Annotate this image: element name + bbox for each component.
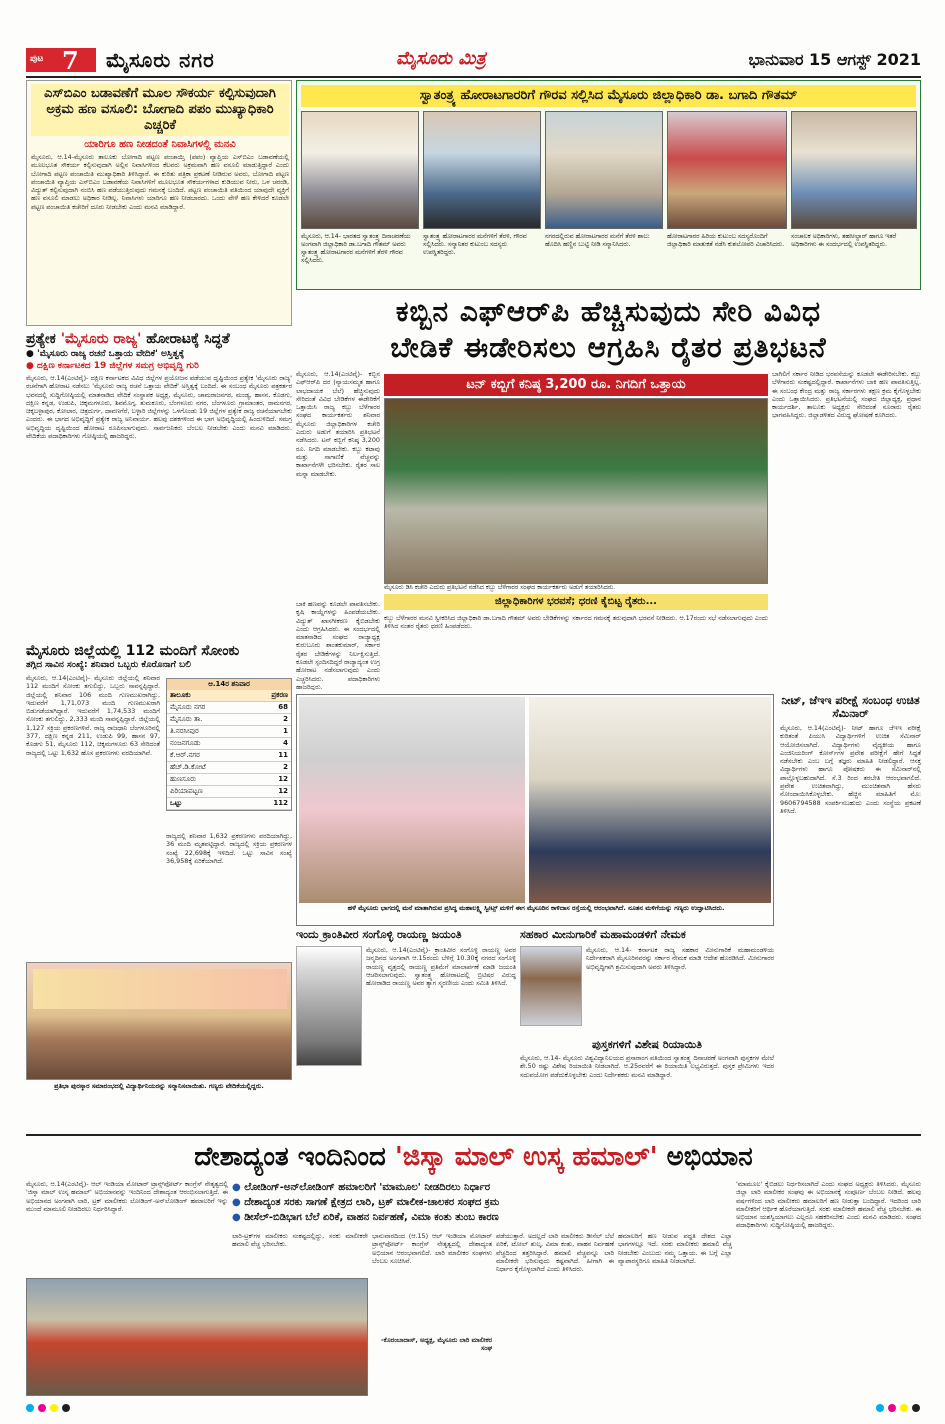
portrait-photo [520, 946, 582, 1026]
story-body: ಮೈಸೂರು, ಆ.14- ಮೈಸೂರು ವಿಶ್ವವಿದ್ಯಾನಿಲಯದ ಪ್ರಸಾರಾಂಗ ವತಿಯಿಂದ ಸ್ವಾತಂತ್ರ್ಯ ದಿನಾಚರಣೆ ಅಂಗವಾಗಿ ಪುಸ್ತಕಗಳ ಮೇಲೆ ಶೇ.50 ರಷ್ಟು ವಿಶೇಷ ರಿಯಾಯಿತಿ ನೀಡಲಾಗಿದೆ. ಆ.25ರವರೆಗೆ ಈ ರಿಯಾಯಿತಿ ಲಭ್ಯವಿರುತ್ತದೆ. ಪುಸ್ತಕ ಪ್ರೇಮಿಗಳು ಇದರ ಸದುಪಯೋಗ ಪಡೆದುಕೊಳ್ಳಬೇಕು ಎಂದು ನಿರ್ದೇಶಕರು ಮನವಿ ಮಾಡಿದ್ದಾರೆ. [520, 1054, 774, 1079]
table-row [167, 702, 291, 714]
taluk-name: ಹುಣಸೂರು [167, 774, 247, 786]
page-label: ಪುಟ [30, 54, 44, 64]
case-count: 4 [247, 738, 291, 750]
registration-dot [912, 1404, 920, 1412]
table-row [167, 774, 291, 786]
story-bullet: ● ಡೀಸೆಲ್-ಬಿಡಿಭಾಗ ಬೆಲೆ ಏರಿಕೆ, ವಾಹನ ನಿರ್ವಹಣೆ, ವಿಮಾ ಕಂತು ತುಂಬ ಕಾರಣ [232, 1212, 499, 1223]
registration-dot [50, 1404, 58, 1412]
registration-dot [900, 1404, 908, 1412]
section-name: ಮೈಸೂರು ನಗರ [106, 48, 215, 72]
headline-part: ಅಭಿಯಾನ [666, 1142, 753, 1172]
taluk-name: ಹೆಚ್.ಡಿ.ಕೋಟೆ [167, 762, 247, 774]
page-header [26, 46, 921, 74]
case-count: 68 [247, 702, 291, 714]
strip-headline: ಸ್ವಾತಂತ್ರ್ಯ ಹೋರಾಟಗಾರರಿಗೆ ಗೌರವ ಸಲ್ಲಿಸಿದ ಮೈಸೂರು ಜಿಲ್ಲಾಧಿಕಾರಿ ಡಾ. ಬಗಾದಿ ಗೌತಮ್ [301, 85, 916, 107]
story-headline: ಪುಸ್ತಕಗಳಿಗೆ ವಿಶೇಷ ರಿಯಾಯಿತಿ [591, 1038, 702, 1051]
taluk-name: ಪಿರಿಯಾಪಟ್ಟಣ [167, 786, 247, 798]
story-body: ಮೈಸೂರು, ಆ.14-ಮೈಸೂರು ತಾಲೂಕು ಬೋಗಾದಿ ಪಟ್ಟಣ ಪಂಚಾಯ್ತಿ (ಪಪಂ) ವ್ಯಾಪ್ತಿಯ ಎಸ್‌ಬಿಎಂ ಬಡಾವಣೆಯಲ್ಲಿ ಮೂಲಭೂತ ಸೌಕರ್ಯ ಕಲ್ಪಿಸುವುದಾಗಿ ಅಲ್ಲಿನ ನಿವಾಸಿಗಳಿಂದ ಕೆಲವರು ಅಕ್ರಮವಾಗಿ ಹಣ ವಸೂಲಿ ಮಾಡುತ್ತಿದ್ದಾರೆ ಎಂದು ಬೋಗಾದಿ ಪಟ್ಟಣ ಪಂಚಾಯಿತಿ ಮುಖ್ಯಾಧಿಕಾರಿ ತಿಳಿಸಿದ್ದಾರೆ. ಈ ಕುರಿತು ಪತ್ರಿಕಾ ಪ್ರಕಟಣೆ ನೀಡಿರುವ ಅವರು, ಬೋಗಾದಿ ಪಟ್ಟಣ ಪಂಚಾಯಿತಿ ವ್ಯಾಪ್ತಿಯ ಎಸ್‌ಬಿಎಂ ಬಡಾವಣೆಯ ನಿವಾಸಿಗಳಿಗೆ ಮೂಲಭೂತ ಸೌಕರ್ಯಗಳಾದ ಕುಡಿಯುವ ನೀರು, ಒಳ ಚರಂಡಿ, ವಿದ್ಯುತ್ ಕಲ್ಪಿಸುವುದಾಗಿ ನಂಬಿಸಿ ಹಣ ಪಡೆಯುತ್ತಿರುವುದು ಗಮನಕ್ಕೆ ಬಂದಿದೆ. ಪಟ್ಟಣ ಪಂಚಾಯಿತಿ ವತಿಯಿಂದ ಯಾವುದೇ ವ್ಯಕ್ತಿಗೆ ಹಣ ವಸೂಲಿ ಮಾಡಲು ಅಧಿಕಾರ ನೀಡಿಲ್ಲ. ನಿವಾಸಿಗಳು ಯಾರಿಗೂ ಹಣ ನೀಡಬಾರದು. ಒಂದು ವೇಳೆ ಹಣ ಕೇಳಿದರೆ ಕೂಡಲೇ ಪಟ್ಟಣ ಪಂಚಾಯಿತಿ ಕಚೇರಿಗೆ ದೂರು ನೀಡಬೇಕು ಎಂದು ಮನವಿ ಮಾಡಿದ್ದಾರೆ. [31, 153, 289, 211]
story-mysuru-rajya [26, 330, 292, 640]
story-subhead: ಟನ್ ಕಬ್ಬಿಗೆ ಕನಿಷ್ಠ 3,200 ರೂ. ನಿಗದಿಗೆ ಒತ್ತಾಯ [384, 374, 768, 396]
photo-caption: ಮೈಸೂರು, ಆ.14- ಭಾರತದ ಸ್ವಾತಂತ್ರ್ಯ ದಿನಾಚರಣೆಯ ಅಂಗವಾಗಿ ಜಿಲ್ಲಾಧಿಕಾರಿ ಡಾ.ಬಗಾದಿ ಗೌತಮ್ ಅವರು ಸ್ವಾತಂತ್ರ್ಯ ಹೋರಾಟಗಾರರ ಮನೆಗಳಿಗೆ ತೆರಳಿ ಗೌರವ ಸಲ್ಲಿಸಿದರು. [301, 233, 411, 264]
header-rule [26, 76, 921, 78]
table-title: ಆ.14ರ ಶನಿವಾರ [167, 679, 291, 690]
taluk-name: ಮೈಸೂರು ನಗರ [167, 702, 247, 714]
taluk-name: ತಿ.ನರಸೀಪುರ [167, 726, 247, 738]
storefront-photo [299, 697, 525, 903]
story-subhead: ತಗ್ಗಿದ ಸಾವಿನ ಸಂಖ್ಯೆ: ಶನಿವಾರ ಒಬ್ಬರು ಕೊರೊನಾಗೆ ಬಲಿ [26, 660, 191, 670]
case-count: 2 [247, 762, 291, 774]
table-row [167, 786, 291, 798]
table-header-row [167, 690, 291, 702]
photo-caption: ಹೋರಾಟಗಾರರ ಹಿರಿಯ ಕುಟುಂಬ ಸದಸ್ಯರೊಂದಿಗೆ ಜಿಲ್ಲಾಧಿಕಾರಿ ಮಾತುಕತೆ ನಡೆಸಿ ಕುಶಲೋಪರಿ ವಿಚಾರಿಸಿದರು. [667, 233, 785, 248]
story-body: ಬಾಗಿಲಿಗೆ ಸರ್ಕಾರ ನೀಡಿದ ಭರವಸೆಯನ್ನು ಕೂಡಲೇ ಈಡೇರಿಸಬೇಕು. ಕಬ್ಬು ಬೆಳೆಗಾರರು ಸಂಕಷ್ಟದಲ್ಲಿದ್ದಾರೆ. ಕಾರ್ಖಾನೆಗಳು ಬಾಕಿ ಹಣ ಪಾವತಿಸುತ್ತಿಲ್ಲ. ಈ ಸಂಬಂಧ ಕೇಂದ್ರ ಮತ್ತು ರಾಜ್ಯ ಸರ್ಕಾರಗಳು ತಕ್ಷಣ ಕ್ರಮ ಕೈಗೊಳ್ಳಬೇಕು ಎಂದು ಒತ್ತಾಯಿಸಿದರು. ಪ್ರತಿಭಟನೆಯಲ್ಲಿ ಸಂಘದ ಜಿಲ್ಲಾಧ್ಯಕ್ಷ, ಪ್ರಧಾನ ಕಾರ್ಯದರ್ಶಿ, ತಾಲೂಕು ಅಧ್ಯಕ್ಷರು ಸೇರಿದಂತೆ ನೂರಾರು ರೈತರು ಭಾಗವಹಿಸಿದ್ದರು. ಜಿಲ್ಲಾಡಳಿತದ ವಿರುದ್ಧ ಘೋಷಣೆ ಕೂಗಿದರು. [772, 370, 921, 420]
story-body: ಮೈಸೂರು, ಆ.14(ಎಂಟಿವೈ)- ಮೈಸೂರು ಜಿಲ್ಲೆಯಲ್ಲಿ ಶನಿವಾರ 112 ಮಂದಿಗೆ ಸೋಂಕು ತಗುಲಿದ್ದು, ಒಬ್ಬರು ಸಾವನ್ನಪ್ಪಿದ್ದಾರೆ. ಜಿಲ್ಲೆಯಲ್ಲಿ ಶನಿವಾರ 106 ಮಂದಿ ಗುಣಮುಖರಾಗಿದ್ದು, ಇದುವರೆಗೆ 1,71,073 ಮಂದಿ ಗುಣಮುಖರಾಗಿ ಬಿಡುಗಡೆಯಾಗಿದ್ದಾರೆ. ಇದುವರೆಗೆ 1,74,533 ಮಂದಿಗೆ ಸೋಂಕು ತಗುಲಿದ್ದು, 2,333 ಮಂದಿ ಸಾವನ್ನಪ್ಪಿದ್ದಾರೆ. ಜಿಲ್ಲೆಯಲ್ಲಿ 1,127 ಸಕ್ರಿಯ ಪ್ರಕರಣಗಳಿವೆ. ರಾಜ್ಯ ರಾಜಧಾನಿ ಬೆಂಗಳೂರಿನಲ್ಲಿ 377, ದಕ್ಷಿಣ ಕನ್ನಡ 211, ಉಡುಪಿ 99, ಹಾಸನ 97, ಕೊಡಗು 51, ಮೈಸೂರು 112, ಚಿಕ್ಕಮಗಳೂರು 63 ಸೇರಿದಂತೆ ರಾಜ್ಯದಲ್ಲಿ ಒಟ್ಟು 1,632 ಹೊಸ ಪ್ರಕರಣಗಳು ವರದಿಯಾಗಿವೆ. [26, 674, 160, 757]
page-number: 7 [62, 46, 79, 75]
case-count: 12 [247, 774, 291, 786]
story-headline: ಎಸ್‌ಬಿಎಂ ಬಡಾವಣೆಗೆ ಮೂಲ ಸೌಕರ್ಯ ಕಲ್ಪಿಸುವುದಾಗಿ ಅಕ್ರಮ ಹಣ ವಸೂಲಿ: ಬೋಗಾದಿ ಪಪಂ ಮುಖ್ಯಾಧಿಕಾರಿ ಎಚ್ಚರಿಕೆ [31, 84, 289, 136]
case-count: 2 [247, 714, 291, 726]
bottom-headline [26, 1138, 921, 1176]
freedom-fighters-strip [296, 80, 921, 290]
story-body: ರಾಜ್ಯದಲ್ಲಿ ಶನಿವಾರ 1,632 ಪ್ರಕರಣಗಳು ವರದಿಯಾಗಿದ್ದು, 36 ಮಂದಿ ಮೃತಪಟ್ಟಿದ್ದಾರೆ. ರಾಜ್ಯದಲ್ಲಿ ಸಕ್ರಿಯ ಪ್ರಕರಣಗಳ ಸಂಖ್ಯೆ 22,698ಕ್ಕೆ ಇಳಿದಿದೆ. ಒಟ್ಟು ಸಾವಿನ ಸಂಖ್ಯೆ 36,958ಕ್ಕೆ ಏರಿಕೆಯಾಗಿದೆ. [166, 832, 292, 865]
story-headline [26, 330, 292, 348]
lorry-photo [26, 1278, 368, 1396]
photo [301, 111, 419, 229]
story-body: ಕಬ್ಬು ಬೆಳೆಗಾರರ ಮನವಿ ಸ್ವೀಕರಿಸಿದ ಜಿಲ್ಲಾಧಿಕಾರಿ ಡಾ.ಬಗಾದಿ ಗೌತಮ್ ಅವರು ಬೇಡಿಕೆಗಳನ್ನು ಸರ್ಕಾರದ ಗಮನಕ್ಕೆ ತರುವುದಾಗಿ ಭರವಸೆ ನೀಡಿದರು. ಆ.17ರಂದು ಸಭೆ ನಡೆಸಲಾಗುವುದು ಎಂದು ತಿಳಿಸಿದ ನಂತರ ರೈತರು ಧರಣಿ ಹಿಂಪಡೆದರು. [384, 614, 768, 631]
photo-caption: ಸಂಚಾಲಕ ಅಧಿಕಾರಿಗಳು, ತಹಸೀಲ್ದಾರ್ ಹಾಗೂ ಇತರೆ ಅಧಿಕಾರಿಗಳು ಈ ಸಂದರ್ಭದಲ್ಲಿ ಉಪಸ್ಥಿತರಿದ್ದರು. [791, 233, 897, 248]
registration-dot [38, 1404, 46, 1412]
photo-caption: ನಗರದಲ್ಲಿರುವ ಹೋರಾಟಗಾರರ ಮನೆಗೆ ತೆರಳಿ ಶಾಲು ಹೊದಿಸಿ ಹಣ್ಣಿನ ಬುಟ್ಟಿ ನೀಡಿ ಸನ್ಮಾನಿಸಿದರು. [545, 233, 650, 248]
story-headline: ಮೈಸೂರು ಜಿಲ್ಲೆಯಲ್ಲಿ 112 ಮಂದಿಗೆ ಸೋಂಕು [26, 643, 240, 659]
quote-signature: -ಕೊರಂಬಾದಾಸ್, ಅಧ್ಯಕ್ಷ, ಮೈಸೂರು ಲಾರಿ ಮಾಲೀಕರ ಸಂಘ [380, 1336, 492, 1353]
case-count: 12 [247, 786, 291, 798]
felicitation-photo [26, 962, 292, 1080]
section-rule [26, 1134, 921, 1136]
story-subhead: ಯಾರಿಗೂ ಹಣ ನೀಡದಂತೆ ನಿವಾಸಿಗಳಲ್ಲಿ ಮನವಿ [84, 139, 236, 150]
registration-dot [888, 1404, 896, 1412]
case-count: 11 [247, 750, 291, 762]
photo [791, 111, 917, 229]
inauguration-photo [529, 697, 771, 903]
headline-part: ಪ್ರತ್ಯೇಕ [26, 331, 56, 347]
masthead-logo: ಮೈಸೂರು ಮಿತ್ರ [396, 48, 486, 69]
story-bullet: ● ದಕ್ಷಿಣ ಕರ್ನಾಟಕದ 19 ಜಿಲ್ಲೆಗಳ ಸಮಗ್ರ ಅಭಿವೃದ್ಧಿ ಗುರಿ [26, 361, 199, 371]
page-number-badge [26, 46, 96, 75]
story-body: ಮೈಸೂರು, ಆ.14(ಎಂಟಿವೈ)- ಆಲ್ ಇಂಡಿಯಾ ಮೋಟಾರ್ ಟ್ರಾನ್ಸ್‌ಪೋರ್ಟ್ ಕಾಂಗ್ರೆಸ್ ನೇತೃತ್ವದಲ್ಲಿ 'ಜಿಸ್ಕಾ ಮಾಲ್ ಉಸ್ಕ ಹಮಾಲ್' ಅಭಿಯಾನವನ್ನು ಇಂದಿನಿಂದ ದೇಶಾದ್ಯಂತ ಆರಂಭಿಸಲಾಗುತ್ತಿದೆ. ಈ ಅಭಿಯಾನದ ಅಂಗವಾಗಿ ಲಾರಿ, ಟ್ರಕ್ ಮಾಲೀಕರು ಲೋಡಿಂಗ್-ಅನ್‌ಲೋಡಿಂಗ್ ಹಮಾಲರಿಗೆ ಇನ್ನು ಮುಂದೆ ಮಾಮೂಲಿ ನೀಡದಿರಲು ನಿರ್ಧರಿಸಿದ್ದಾರೆ. [26, 1180, 228, 1213]
case-count: 1 [247, 726, 291, 738]
lead-headline [296, 294, 921, 368]
photo-caption: ಮೈಸೂರು ಡಿಸಿ ಕಚೇರಿ ಎದುರು ಪ್ರತಿಭಟನೆ ನಡೆಸಿದ ಕಬ್ಬು ಬೆಳೆಗಾರರ ಸಂಘದ ಕಾರ್ಯಕರ್ತರು ಅಡುಗೆ ತಯಾರಿಸಿದರು. [384, 584, 616, 591]
registration-dot [876, 1404, 884, 1412]
story-bullet: ● ಲೋಡಿಂಗ್-ಅನ್‌ಲೋಡಿಂಗ್ ಹಮಾಲರಿಗೆ 'ಮಾಮೂಲ' ನೀಡದಿರಲು ನಿರ್ಧಾರ [232, 1182, 491, 1193]
story-body: ಪಡೆಯುತ್ತಾರೆ. ಅದಲ್ಲದೆ ಲಾರಿ ಮಾಲೀಕರು ಡೀಸೆಲ್ ಬೆಲೆ ಏರಿಕೆ, ಟೋಲ್ ಶುಲ್ಕ, ವಿಮಾ ಕಂತು, ವಾಹನ ನಿರ್ವಹಣೆ ವೆಚ್ಚದಿಂದ ತತ್ತರಿಸಿದ್ದಾರೆ. ಹಮಾಲಿ ವೆಚ್ಚವನ್ನೂ ಲಾರಿ ಮಾಲೀಕರೇ ಭರಿಸುವುದು ಕಷ್ಟವಾಗಿದೆ. ಹೀಗಾಗಿ ಈ ನಿರ್ಧಾರ ಕೈಗೊಳ್ಳಲಾಗಿದೆ ಎಂದು ತಿಳಿಸಿದರು. [496, 1232, 614, 1274]
headline-line: ಬೇಡಿಕೆ ಈಡೇರಿಸಲು ಆಗ್ರಹಿಸಿ ರೈತರ ಪ್ರತಿಭಟನೆ [390, 331, 827, 364]
story-covid [26, 642, 292, 962]
taluk-name: ನಂಜನಗೂಡು [167, 738, 247, 750]
story-headline: ಇಂದು ಕ್ರಾಂತಿವೀರ ಸಂಗೊಳ್ಳಿ ರಾಯಣ್ಣ ಜಯಂತಿ [296, 928, 462, 941]
issue-date: ಭಾನುವಾರ 15 ಆಗಸ್ಟ್ 2021 [748, 50, 921, 69]
table-header: ತಾಲೂಕು [167, 690, 247, 702]
table-row [167, 738, 291, 750]
story-sbm-layout [26, 80, 292, 326]
headline-line: ಕಬ್ಬಿನ ಎಫ್‌ಆರ್‌ಪಿ ಹೆಚ್ಚಿಸುವುದು ಸೇರಿ ವಿವಿಧ [395, 295, 822, 328]
table-header: ಪ್ರಕರಣ [247, 690, 291, 702]
story-body: ಭಾನುವಾರದಿಂದ (ಆ.15) ಆಲ್ ಇಂಡಿಯಾ ಮೋಟಾರ್ ಟ್ರಾನ್ಸ್‌ಪೋರ್ಟ್ ಕಾಂಗ್ರೆಸ್ ನೇತೃತ್ವದಲ್ಲಿ ದೇಶಾದ್ಯಂತ ಅಭಿಯಾನ ಆರಂಭವಾಗಲಿದೆ. ಲಾರಿ ಮಾಲೀಕರ ಸಂಘಗಳು ಬೆಂಬಲ ಸೂಚಿಸಿವೆ. [372, 1232, 492, 1265]
story-body: ಮೈಸೂರು, ಆ.14(ಎಂಟಿವೈ)- ಕಬ್ಬಿನ ಎಫ್‌ಆರ್‌ಪಿ ದರ (ನ್ಯಾಯಸಮ್ಮತ ಹಾಗೂ ಲಾಭದಾಯಕ ಬೆಲೆ) ಹೆಚ್ಚಿಸುವುದು ಸೇರಿದಂತೆ ವಿವಿಧ ಬೇಡಿಕೆಗಳ ಈಡೇರಿಕೆಗೆ ಒತ್ತಾಯಿಸಿ ರಾಜ್ಯ ಕಬ್ಬು ಬೆಳೆಗಾರರ ಸಂಘದ ಕಾರ್ಯಕರ್ತರು ಶನಿವಾರ ಮೈಸೂರು ಜಿಲ್ಲಾಧಿಕಾರಿಗಳ ಕಚೇರಿ ಎದುರು ಅಡುಗೆ ತಯಾರಿಸಿ ಪ್ರತಿಭಟನೆ ನಡೆಸಿದರು. ಟನ್ ಕಬ್ಬಿಗೆ ಕನಿಷ್ಠ 3,200 ರೂ. ನಿಗದಿ ಮಾಡಬೇಕು. ಕಬ್ಬು ಕಟಾವು ಮತ್ತು ಸಾಗಾಣಿಕೆ ವೆಚ್ಚವನ್ನು ಕಾರ್ಖಾನೆಗಳೇ ಭರಿಸಬೇಕು. ರೈತರ ಸಾಲ ಮನ್ನಾ ಮಾಡಬೇಕು. [296, 370, 380, 478]
stage-banner [33, 969, 287, 1009]
photo-caption: ಸ್ವಾತಂತ್ರ್ಯ ಹೋರಾಟಗಾರರ ಮನೆಗಳಿಗೆ ತೆರಳಿ, ಗೌರವ ಸಲ್ಲಿಸಿದರು. ಸನ್ಮಾನಿತರ ಕುಟುಂಬ ಸದಸ್ಯರು ಉಪಸ್ಥಿತರಿದ್ದರು. [423, 233, 527, 256]
statue-photo [296, 946, 362, 1066]
taluk-name: ಕೆ.ಆರ್.ನಗರ [167, 750, 247, 762]
table-row [167, 726, 291, 738]
story-body: ಹಮಾಲರಿಗೆ ಹಣ ನೀಡುವ ಪದ್ಧತಿ ದೇಶದ ಎಲ್ಲಾ ಭಾಗಗಳಲ್ಲೂ ಇದೆ. ಸರಕು ಮಾಲೀಕರು ಹಮಾಲಿ ವೆಚ್ಚ ನೀಡಬೇಕು ಎಂಬುದು ನಮ್ಮ ಒತ್ತಾಯ. ಈ ಬಗ್ಗೆ ಎಲ್ಲಾ ವ್ಯಾಪಾರಸ್ಥರಿಗೂ ಮಾಹಿತಿ ನೀಡಲಾಗಿದೆ. [618, 1232, 732, 1265]
table-row [167, 762, 291, 774]
table-row [167, 750, 291, 762]
photo [667, 111, 787, 229]
story-neet-seminar [780, 694, 921, 1126]
registration-dot [26, 1404, 34, 1412]
headline-highlight: 'ಜಿಸ್ಕಾ ಮಾಲ್ ಉಸ್ಕ ಹಮಾಲ್' [394, 1142, 658, 1172]
taluk-name: ಒಟ್ಟು [167, 798, 247, 810]
table-row [167, 798, 291, 810]
inset-subhead: ಜಿಲ್ಲಾಧಿಕಾರಿಗಳ ಭರವಸೆ; ಧರಣಿ ಕೈಬಿಟ್ಟ ರೈತರು... [384, 594, 768, 610]
headline-highlight: 'ಮೈಸೂರು ರಾಜ್ಯ' [60, 331, 142, 347]
story-bullet: ● ದೇಶಾದ್ಯಂತ ಸರಕು ಸಾಗಣೆ ಕ್ಷೇತ್ರದ ಲಾರಿ, ಟ್ರಕ್ ಮಾಲೀಕ-ಚಾಲಕರ ಸಂಘದ ಕ್ರಮ [232, 1197, 500, 1208]
protest-photo [384, 398, 768, 584]
story-body: ಮೈಸೂರು, ಆ.14(ಎಂಟಿವೈ)- ನೀಟ್ ಹಾಗೂ ಜೆಇಇ ಪರೀಕ್ಷೆ ಕುರಿತಂತೆ ಪಿಯುಸಿ ವಿದ್ಯಾರ್ಥಿಗಳಿಗೆ ಉಚಿತ ಸೆಮಿನಾರ್ ಆಯೋಜಿಸಲಾಗಿದೆ. ವಿದ್ಯಾರ್ಥಿಗಳು ವೈದ್ಯಕೀಯ ಹಾಗೂ ಎಂಜಿನಿಯರಿಂಗ್ ಕೋರ್ಸ್‌ಗಳ ಪ್ರವೇಶ ಪರೀಕ್ಷೆಗೆ ಹೇಗೆ ಸಿದ್ಧತೆ ನಡೆಸಬೇಕು ಎಂಬ ಬಗ್ಗೆ ತಜ್ಞರು ಮಾಹಿತಿ ನೀಡಲಿದ್ದಾರೆ. ಆಸಕ್ತ ವಿದ್ಯಾರ್ಥಿಗಳು ಹಾಗೂ ಪೋಷಕರು ಈ ಸೆಮಿನಾರ್‌ನಲ್ಲಿ ಪಾಲ್ಗೊಳ್ಳಬಹುದಾಗಿದೆ. ಸೆ.3 ರಿಂದ ತರಬೇತಿ ಆರಂಭವಾಗಲಿದೆ. ಪ್ರವೇಶ ಉಚಿತವಾಗಿದ್ದು, ಮುಂಚಿತವಾಗಿ ಹೆಸರು ನೋಂದಾಯಿಸಿಕೊಳ್ಳಬೇಕು. ಹೆಚ್ಚಿನ ಮಾಹಿತಿಗೆ ಮೊ: 9606794588 ಸಂಪರ್ಕಿಸಬಹುದು ಎಂದು ಸಂಸ್ಥೆಯ ಪ್ರಕಟಣೆ ತಿಳಿಸಿದೆ. [780, 724, 921, 815]
photo-caption: ಪ್ರತಿಭಾ ಪುರಸ್ಕಾರ ಸಮಾರಂಭದಲ್ಲಿ ವಿದ್ಯಾರ್ಥಿನಿಯರನ್ನು ಸನ್ಮಾನಿಸಲಾಯಿತು. ಗಣ್ಯರು ವೇದಿಕೆಯಲ್ಲಿದ್ದರು. [54, 1082, 264, 1090]
story-body: ಮೈಸೂರು, ಆ.14(ಎಂಟಿವೈ)- ಕ್ರಾಂತಿವೀರ ಸಂಗೊಳ್ಳಿ ರಾಯಣ್ಣ ಅವರ ಜನ್ಮದಿನದ ಅಂಗವಾಗಿ ಆ.15ರಂದು ಬೆಳಿಗ್ಗೆ 10.30ಕ್ಕೆ ನಗರದ ಸಂಗೊಳ್ಳಿ ರಾಯಣ್ಣ ವೃತ್ತದಲ್ಲಿ ರಾಯಣ್ಣ ಪ್ರತಿಮೆಗೆ ಮಾಲಾರ್ಪಣೆ ಮಾಡಿ ಜಯಂತಿ ಆಚರಿಸಲಾಗುವುದು. ಸ್ವಾತಂತ್ರ್ಯ ಹೋರಾಟದಲ್ಲಿ ಬ್ರಿಟಿಷರ ವಿರುದ್ಧ ಹೋರಾಡಿದ ರಾಯಣ್ಣ ಅವರ ತ್ಯಾಗ ಸ್ಮರಣೀಯ ಎಂದು ಸಮಿತಿ ತಿಳಿಸಿದೆ. [366, 946, 516, 988]
story-body: ಬಾಕಿ ಹಣವನ್ನು ಕೂಡಲೇ ಪಾವತಿಸಬೇಕು. ಕೃಷಿ ಕಾಯ್ದೆಗಳನ್ನು ಹಿಂಪಡೆಯಬೇಕು. ವಿದ್ಯುತ್ ಖಾಸಗೀಕರಣ ಕೈಬಿಡಬೇಕು ಎಂದು ಆಗ್ರಹಿಸಿದರು. ಈ ಸಂದರ್ಭದಲ್ಲಿ ಮಾತನಾಡಿದ ಸಂಘದ ರಾಜ್ಯಾಧ್ಯಕ್ಷ ಕುರುಬೂರು ಶಾಂತಕುಮಾರ್, ಸರ್ಕಾರ ರೈತರ ಬೇಡಿಕೆಗಳನ್ನು ನಿರ್ಲಕ್ಷಿಸುತ್ತಿದೆ. ಕೂಡಲೇ ಸ್ಪಂದಿಸದಿದ್ದರೆ ರಾಜ್ಯಾದ್ಯಂತ ಉಗ್ರ ಹೋರಾಟ ನಡೆಸಲಾಗುವುದು ಎಂದು ಎಚ್ಚರಿಸಿದರು. ಪದಾಧಿಕಾರಿಗಳು ಹಾಜರಿದ್ದರು. [296, 600, 380, 690]
headline-part: ಹೋರಾಟಕ್ಕೆ ಸಿದ್ಧತೆ [146, 331, 230, 347]
story-headline: ಸಹಕಾರ ಮೀನುಗಾರಿಕೆ ಮಹಾಮಂಡಳಿಗೆ ನೇಮಕ [520, 928, 686, 941]
taluk-name: ಮೈಸೂರು ತಾ. [167, 714, 247, 726]
story-body: 'ಮಾಮೂಲ' ಕೈಬಿಡಲು ನಿರ್ಧರಿಸಲಾಗಿದೆ ಎಂದು ಸಂಘದ ಅಧ್ಯಕ್ಷರು ತಿಳಿಸಿದರು. ಮೈಸೂರು ಜಿಲ್ಲಾ ಲಾರಿ ಮಾಲೀಕರ ಸಂಘವು ಈ ಅಭಿಯಾನಕ್ಕೆ ಸಂಪೂರ್ಣ ಬೆಂಬಲ ನೀಡಿದೆ. ಹಲವು ವರ್ಷಗಳಿಂದ ಲಾರಿ ಮಾಲೀಕರು ಹಮಾಲರಿಗೆ ಹಣ ನೀಡುತ್ತಾ ಬಂದಿದ್ದಾರೆ. ಇದರಿಂದ ಲಾರಿ ಮಾಲೀಕರಿಗೆ ಆರ್ಥಿಕ ಹೊರೆಯಾಗುತ್ತಿದೆ. ಸರಕು ಮಾಲೀಕರೇ ಹಮಾಲಿ ವೆಚ್ಚ ಭರಿಸಬೇಕು. ಈ ಅಭಿಯಾನ ಯಶಸ್ವಿಯಾಗಲು ಎಲ್ಲರೂ ಸಹಕರಿಸಬೇಕು ಎಂದು ಮನವಿ ಮಾಡಿದರು. ಸಂಘದ ಪದಾಧಿಕಾರಿಗಳು ಸುದ್ದಿಗೋಷ್ಠಿಯಲ್ಲಿ ಹಾಜರಿದ್ದರು. [736, 1180, 921, 1230]
photo-caption: ಹಳೆ ಮೈಸೂರು ಭಾಗದಲ್ಲಿ ಮನೆ ಮಾತಾಗಿರುವ ಪ್ರಸಿದ್ಧ ಮಹಾಲಕ್ಷ್ಮಿ ಸ್ವೀಟ್ಸ್ ಮಳಿಗೆ ಈಗ ಮೈಸೂರಿನ ಕಾಳಿದಾಸ ರಸ್ತೆಯಲ್ಲಿ ಆರಂಭವಾಗಿದೆ. ನೂತನ ಮಳಿಗೆಯನ್ನು ಗಣ್ಯರು ಉದ್ಘಾಟಿಸಿದರು. [347, 904, 725, 912]
story-bullets [232, 1180, 732, 1225]
story-fisheries-appointment [520, 928, 774, 1132]
story-bullet: ● 'ಮೈಸೂರು ರಾಜ್ಯ ರಚನೆ ಒತ್ತಾಯ ವೇದಿಕೆ' ಅಸ್ತಿತ್ವಕ್ಕೆ [26, 349, 185, 359]
photo [545, 111, 663, 229]
table-row [167, 714, 291, 726]
story-sangolli-rayanna [296, 928, 516, 1132]
covid-taluk-table [166, 678, 292, 811]
story-headline: ನೀಟ್, ಜೆಇಇ ಪರೀಕ್ಷೆ ಸಂಬಂಧ ಉಚಿತ ಸೆಮಿನಾರ್ [781, 694, 920, 720]
photo [423, 111, 541, 229]
story-body: ಮೈಸೂರು, ಆ.14- ಕರ್ನಾಟಕ ರಾಜ್ಯ ಸಹಕಾರ ಮೀನುಗಾರಿಕೆ ಮಹಾಮಂಡಳಿಯ ನಿರ್ದೇಶಕರಾಗಿ ಮೈಸೂರಿನವರನ್ನು ಸರ್ಕಾರ ನೇಮಕ ಮಾಡಿ ಆದೇಶ ಹೊರಡಿಸಿದೆ. ಮೀನುಗಾರರ ಅಭಿವೃದ್ಧಿಗಾಗಿ ಶ್ರಮಿಸುವುದಾಗಿ ಅವರು ತಿಳಿಸಿದ್ದಾರೆ. [586, 946, 774, 971]
store-opening-photos [296, 694, 774, 926]
registration-dot [62, 1404, 70, 1412]
headline-part: ದೇಶಾದ್ಯಂತ ಇಂದಿನಿಂದ [194, 1142, 386, 1172]
case-count: 112 [247, 798, 291, 810]
story-body: ಮೈಸೂರು, ಆ.14(ಎಂಟಿವೈ)- ದಕ್ಷಿಣ ಕರ್ನಾಟಕದ ವಿವಿಧ ಜಿಲ್ಲೆಗಳ ಪ್ರಯೋಜನ ಪಡೆಯುವ ದೃಷ್ಟಿಯಿಂದ ಪ್ರತ್ಯೇಕ 'ಮೈಸೂರು ರಾಜ್ಯ' ರಚನೆಗಾಗಿ ಹೋರಾಟ ನಡೆಸಲು 'ಮೈಸೂರು ರಾಜ್ಯ ರಚನೆ ಒತ್ತಾಯ ವೇದಿಕೆ' ಅಸ್ತಿತ್ವಕ್ಕೆ ಬಂದಿದೆ. ಈ ಸಂಬಂಧ ಮೈಸೂರು ಪತ್ರಕರ್ತರ ಭವನದಲ್ಲಿ ಸುದ್ದಿಗೋಷ್ಠಿಯಲ್ಲಿ ಮಾತನಾಡಿದ ವೇದಿಕೆ ಸಂಸ್ಥಾಪಕ ಅಧ್ಯಕ್ಷ, ಮೈಸೂರು, ಚಾಮರಾಜನಗರ, ಮಂಡ್ಯ, ಹಾಸನ, ಕೊಡಗು, ದಕ್ಷಿಣ ಕನ್ನಡ, ಉಡುಪಿ, ಚಿಕ್ಕಮಗಳೂರು, ಶಿವಮೊಗ್ಗ, ತುಮಕೂರು, ಬೆಂಗಳೂರು ನಗರ, ಬೆಂಗಳೂರು ಗ್ರಾಮಾಂತರ, ರಾಮನಗರ, ಚಿಕ್ಕಬಳ್ಳಾಪುರ, ಕೋಲಾರ, ಚಿತ್ರದುರ್ಗ, ದಾವಣಗೆರೆ, ಬಳ್ಳಾರಿ ಜಿಲ್ಲೆಗಳನ್ನು ಒಳಗೊಂಡು 19 ಜಿಲ್ಲೆಗಳ ಪ್ರತ್ಯೇಕ ರಾಜ್ಯ ರಚನೆಯಾಗಬೇಕು ಎಂದರು. ಈ ಭಾಗದ ಅಭಿವೃದ್ಧಿಗೆ ಪ್ರತ್ಯೇಕ ರಾಜ್ಯ ಅನಿವಾರ್ಯ. ಹಲವು ದಶಕಗಳಿಂದ ಈ ಭಾಗ ಅಭಿವೃದ್ಧಿಯಲ್ಲಿ ಹಿಂದುಳಿದಿದೆ. ಸಮಗ್ರ ಅಭಿವೃದ್ಧಿಯ ದೃಷ್ಟಿಯಿಂದ ಹೋರಾಟ ರೂಪಿಸಲಾಗುವುದು. ಸಾರ್ವಜನಿಕರು ಬೆಂಬಲ ನೀಡಬೇಕು ಎಂದು ಮನವಿ ಮಾಡಿದರು. ವೇದಿಕೆಯ ಪದಾಧಿಕಾರಿಗಳು ಗೋಷ್ಠಿಯಲ್ಲಿ ಹಾಜರಿದ್ದರು. [26, 374, 292, 441]
story-body: ಲಾರಿ-ಟ್ರಕ್‌ಗಳ ಮಾಲೀಕರು ಸಂಕಷ್ಟದಲ್ಲಿದ್ದು, ಸರಕು ಮಾಲೀಕರೇ ಹಮಾಲಿ ವೆಚ್ಚ ಭರಿಸಬೇಕು. [232, 1232, 368, 1249]
